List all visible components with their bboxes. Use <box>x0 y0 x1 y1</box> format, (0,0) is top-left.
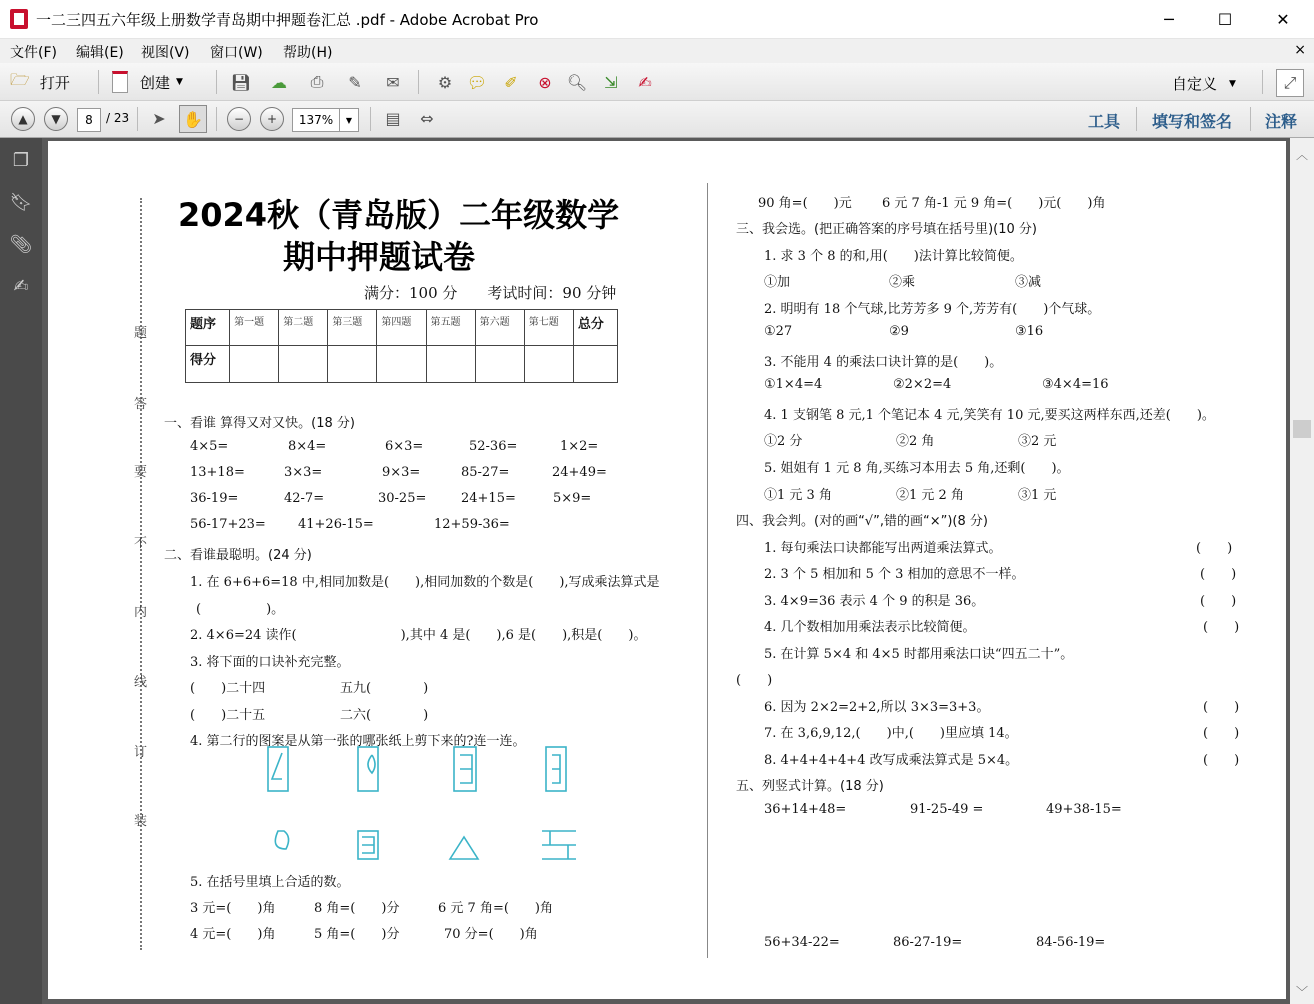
question: 1. 求 3 个 8 的和,用( )法计算比较简便。 <box>764 249 1023 264</box>
exercise: 42-7= <box>284 491 325 506</box>
zoom-dropdown-icon[interactable]: ▼ <box>339 108 359 132</box>
score-cell <box>279 346 328 383</box>
exercise: 13+18= <box>190 465 245 480</box>
binding-char: 线 <box>134 675 148 690</box>
score-table-header: 第三题 <box>328 310 377 346</box>
binding-char: 内 <box>134 605 148 620</box>
customize-label: 自定义 <box>1172 75 1218 93</box>
dropdown-arrow-icon: ▼ <box>1229 78 1236 89</box>
vertical-scrollbar[interactable] <box>1290 138 1314 1004</box>
select-tool-icon[interactable]: ➤ <box>152 108 166 128</box>
dropdown-arrow-icon: ▼ <box>176 77 183 87</box>
save-icon[interactable]: 💾︎ <box>230 72 252 92</box>
attachments-paperclip-icon[interactable]: 📎︎ <box>9 233 33 255</box>
comment-bubble-icon[interactable]: 💬︎ <box>466 72 488 92</box>
maximize-button[interactable]: ☐ <box>1217 9 1233 29</box>
option: ①27 <box>764 324 793 339</box>
exercise: 84-56-19= <box>1036 935 1106 950</box>
navigation-pane <box>0 138 42 1004</box>
cut-pattern-figures <box>260 745 590 865</box>
exercise: 3×3= <box>284 465 323 480</box>
separator <box>1250 107 1251 131</box>
fit-page-icon[interactable]: ▤ <box>385 108 401 128</box>
separator <box>418 70 419 94</box>
main-toolbar <box>0 63 1314 101</box>
question: 2. 4×6=24 读作( ),其中 4 是( ),6 是( ),积是( )。 <box>190 628 647 643</box>
section-heading: 二、看谁最聪明。(24 分) <box>164 548 312 563</box>
scrollbar-thumb[interactable] <box>1293 420 1311 438</box>
score-cell <box>573 346 617 383</box>
exercise: 56+34-22= <box>764 935 840 950</box>
menu-bar <box>0 39 1314 63</box>
judge-item: 2. 3 个 5 相加和 5 个 3 相加的意思不一样。 <box>764 567 1025 582</box>
option: ②1 元 2 角 <box>896 488 964 503</box>
exercise: 1×2= <box>560 439 599 454</box>
close-button[interactable]: ✕ <box>1276 9 1290 29</box>
question: 5. 在括号里填上合适的数。 <box>190 875 350 890</box>
window-title: 一二三四五六年级上册数学青岛期中押题卷汇总 .pdf - Adobe Acrobat Pro <box>36 11 539 29</box>
sign-icon[interactable]: ✍ <box>638 72 652 92</box>
score-table-header: 第二题 <box>279 310 328 346</box>
question: 1. 在 6+6+6=18 中,相同加数是( ),相同加数的个数是( ),写成乘法算式是 <box>190 575 660 590</box>
binding-char: 答 <box>134 397 148 412</box>
export-icon[interactable]: ⇲ <box>604 72 618 92</box>
judge-answer-paren: ( ) <box>1203 753 1240 768</box>
judge-item: 1. 每句乘法口诀都能写出两道乘法算式。 <box>764 541 1002 556</box>
highlight-text-icon[interactable]: ✐ <box>504 72 518 92</box>
option: ③减 <box>1015 275 1042 290</box>
previous-page-icon[interactable]: ▲ <box>11 107 35 131</box>
exercise: 36+14+48= <box>764 802 847 817</box>
question: 4. 第二行的图案是从第一张的哪张纸上剪下来的?连一连。 <box>190 734 526 749</box>
title-bar <box>0 0 1314 39</box>
judge-answer-paren: ( ) <box>1203 700 1240 715</box>
question: 3. 将下面的口诀补充完整。 <box>190 655 350 670</box>
judge-item: 8. 4+4+4+4+4 改写成乘法算式是 5×4。 <box>764 753 1019 768</box>
question: 五九( ) <box>340 681 429 696</box>
exercise: 90 角=( )元 <box>758 196 852 211</box>
option: ②乘 <box>889 275 916 290</box>
judge-answer-paren: ( ) <box>1200 567 1237 582</box>
score-table-header: 第四题 <box>377 310 426 346</box>
exam-meta: 满分：100 分 考试时间：90 分钟 <box>364 284 617 302</box>
menu-view[interactable]: 视图(V) <box>141 45 190 61</box>
exercise: 49+38-15= <box>1046 802 1122 817</box>
option: ②9 <box>889 324 909 339</box>
score-cell <box>328 346 377 383</box>
score-table-row-label: 得分 <box>186 346 230 383</box>
signatures-icon[interactable]: ✍ <box>13 275 29 297</box>
question: ( )。 <box>196 602 285 617</box>
judge-answer-paren: ( ) <box>1196 541 1233 556</box>
open-label: 打开 <box>39 73 70 92</box>
customize-dropdown[interactable] <box>1172 73 1236 94</box>
separator <box>370 107 371 131</box>
section-heading: 四、我会判。(对的画“√”,错的画“×”)(8 分) <box>736 514 988 529</box>
tools-pane-link[interactable]: 工具 <box>1088 112 1121 131</box>
option: ①加 <box>764 275 791 290</box>
menu-window[interactable]: 窗口(W) <box>210 45 263 61</box>
separator <box>1262 70 1263 94</box>
exercise: 4 元=( )角 <box>190 927 276 942</box>
option: ③1 元 <box>1018 488 1057 503</box>
question: ( )二十五 <box>190 708 266 723</box>
menu-close-button[interactable]: × <box>1294 42 1306 58</box>
expand-icon[interactable]: ⤢ <box>1276 69 1304 97</box>
menu-file[interactable]: 文件(F) <box>10 45 57 61</box>
minimize-button[interactable]: ─ <box>1164 9 1174 29</box>
edit-document-icon[interactable]: ✎ <box>348 72 362 92</box>
score-cell <box>426 346 475 383</box>
judge-answer-paren: ( ) <box>736 673 773 688</box>
exercise: 3 元=( )角 <box>190 901 276 916</box>
exercise: 9×3= <box>382 465 421 480</box>
question: ( )二十四 <box>190 681 266 696</box>
exercise: 6 元 7 角-1 元 9 角=( )元( )角 <box>882 196 1106 211</box>
judge-answer-paren: ( ) <box>1203 726 1240 741</box>
exercise: 24+15= <box>461 491 516 506</box>
next-page-icon[interactable]: ▼ <box>44 107 68 131</box>
section-heading: 三、我会选。(把正确答案的序号填在括号里)(10 分) <box>736 222 1037 237</box>
exercise: 6×3= <box>385 439 424 454</box>
page-total: / 23 <box>106 111 130 125</box>
search-document-icon[interactable]: 🔍︎ <box>566 72 588 92</box>
exercise: 6 元 7 角=( )角 <box>438 901 553 916</box>
exercise: 85-27= <box>461 465 510 480</box>
question: 5. 姐姐有 1 元 8 角,买练习本用去 5 角,还剩( )。 <box>764 461 1070 476</box>
option: ①1×4=4 <box>764 377 823 392</box>
question: 4. 1 支钢笔 8 元,1 个笔记本 4 元,笑笑有 10 元,要买这两样东西,还差( )。 <box>764 408 1215 423</box>
binding-char: 不 <box>134 536 148 551</box>
navigation-toolbar <box>0 101 1314 138</box>
score-cell <box>475 346 524 383</box>
option: ①1 元 3 角 <box>764 488 832 503</box>
section-heading: 五、列竖式计算。(18 分) <box>736 779 884 794</box>
option: ②2×2=4 <box>893 377 952 392</box>
judge-item: 7. 在 3,6,9,12,( )中,( )里应填 14。 <box>764 726 1018 741</box>
exercise: 70 分=( )角 <box>444 927 538 942</box>
fill-sign-pane-link[interactable]: 填写和签名 <box>1152 112 1233 131</box>
option: ②2 角 <box>896 434 935 449</box>
exercise: 86-27-19= <box>893 935 963 950</box>
binding-char: 要 <box>134 465 148 480</box>
binding-dotted-line <box>140 198 142 950</box>
print-icon[interactable]: ⎙ <box>310 72 324 91</box>
exercise: 30-25= <box>378 491 427 506</box>
exercise: 5×9= <box>553 491 592 506</box>
exercise: 91-25-49 = <box>910 802 984 817</box>
bookmarks-icon[interactable]: 🔖︎ <box>9 191 33 213</box>
exercise: 12+59-36= <box>434 517 510 532</box>
exercise: 52-36= <box>469 439 518 454</box>
create-label: 创建 <box>140 73 171 92</box>
binding-char: 装 <box>134 814 148 829</box>
option: ③2 元 <box>1018 434 1057 449</box>
page-thumbnails-icon[interactable]: ❐ <box>12 149 30 171</box>
judge-item: 5. 在计算 5×4 和 4×5 时都用乘法口诀“四五二十”。 <box>764 647 1074 662</box>
question: 2. 明明有 18 个气球,比芳芳多 9 个,芳芳有( )个气球。 <box>764 302 1101 317</box>
judge-item: 4. 几个数相加用乘法表示比较简便。 <box>764 620 976 635</box>
score-table-header: 总分 <box>573 310 617 346</box>
exercise: 5 角=( )分 <box>314 927 400 942</box>
binding-char: 订 <box>134 745 148 760</box>
upload-cloud-icon[interactable]: ☁ <box>271 72 287 92</box>
judge-item: 6. 因为 2×2=2+2,所以 3×3=3+3。 <box>764 700 990 715</box>
document-title: 2024秋（青岛版）二年级数学 <box>178 196 620 234</box>
score-table-header: 第一题 <box>230 310 279 346</box>
score-table-header: 第六题 <box>475 310 524 346</box>
exercise: 41+26-15= <box>298 517 374 532</box>
separator <box>98 70 99 94</box>
score-table-header: 第七题 <box>524 310 573 346</box>
zoom-in-icon[interactable]: + <box>260 107 284 131</box>
scroll-up-arrow-icon[interactable]: ︿ <box>1296 148 1309 162</box>
section-heading: 一、看谁 算得又对又快。(18 分) <box>164 416 355 431</box>
judge-answer-paren: ( ) <box>1200 594 1237 609</box>
menu-edit[interactable]: 编辑(E) <box>76 45 124 61</box>
separator <box>216 70 217 94</box>
exercise: 4×5= <box>190 439 229 454</box>
score-cell <box>524 346 573 383</box>
option: ①2 分 <box>764 434 803 449</box>
score-table <box>185 309 618 383</box>
score-cell <box>377 346 426 383</box>
exercise: 8×4= <box>288 439 327 454</box>
menu-help[interactable]: 帮助(H) <box>283 45 333 61</box>
separator <box>1136 107 1137 131</box>
exercise: 36-19= <box>190 491 239 506</box>
question: 二六( ) <box>340 708 429 723</box>
column-divider <box>707 183 708 958</box>
score-table-header: 题序 <box>186 310 230 346</box>
hand-tool-icon[interactable]: ✋ <box>179 105 207 133</box>
comment-pane-link[interactable]: 注释 <box>1265 112 1298 131</box>
exercise: 56-17+23= <box>190 517 266 532</box>
email-icon[interactable]: ✉ <box>386 72 400 92</box>
page-number-input[interactable]: 8 <box>77 108 101 132</box>
judge-item: 3. 4×9=36 表示 4 个 9 的积是 36。 <box>764 594 985 609</box>
score-cell <box>230 346 279 383</box>
folder-icon: 🗁 <box>10 69 30 89</box>
option: ③4×4=16 <box>1042 377 1109 392</box>
exercise: 24+49= <box>552 465 607 480</box>
separator <box>216 107 217 131</box>
score-table-header: 第五题 <box>426 310 475 346</box>
binding-char: 题 <box>134 326 148 341</box>
separator <box>137 107 138 131</box>
delete-page-icon[interactable]: ⊗ <box>538 72 552 92</box>
open-button[interactable] <box>10 71 90 93</box>
exercise: 8 角=( )分 <box>314 901 400 916</box>
document-subtitle: 期中押题试卷 <box>283 238 476 276</box>
zoom-out-icon[interactable]: − <box>227 107 251 131</box>
create-pdf-icon <box>112 71 128 93</box>
create-button[interactable] <box>112 71 202 93</box>
option: ③16 <box>1015 324 1044 339</box>
judge-answer-paren: ( ) <box>1203 620 1240 635</box>
acrobat-pdf-icon <box>10 9 28 29</box>
question: 3. 不能用 4 的乘法口诀计算的是( )。 <box>764 355 1003 370</box>
scroll-down-arrow-icon[interactable]: ﹀ <box>1296 985 1309 999</box>
settings-gear-icon[interactable]: ⚙ <box>437 72 453 92</box>
zoom-input[interactable]: 137% <box>292 108 340 132</box>
fit-width-icon[interactable]: ⇔ <box>420 108 434 128</box>
